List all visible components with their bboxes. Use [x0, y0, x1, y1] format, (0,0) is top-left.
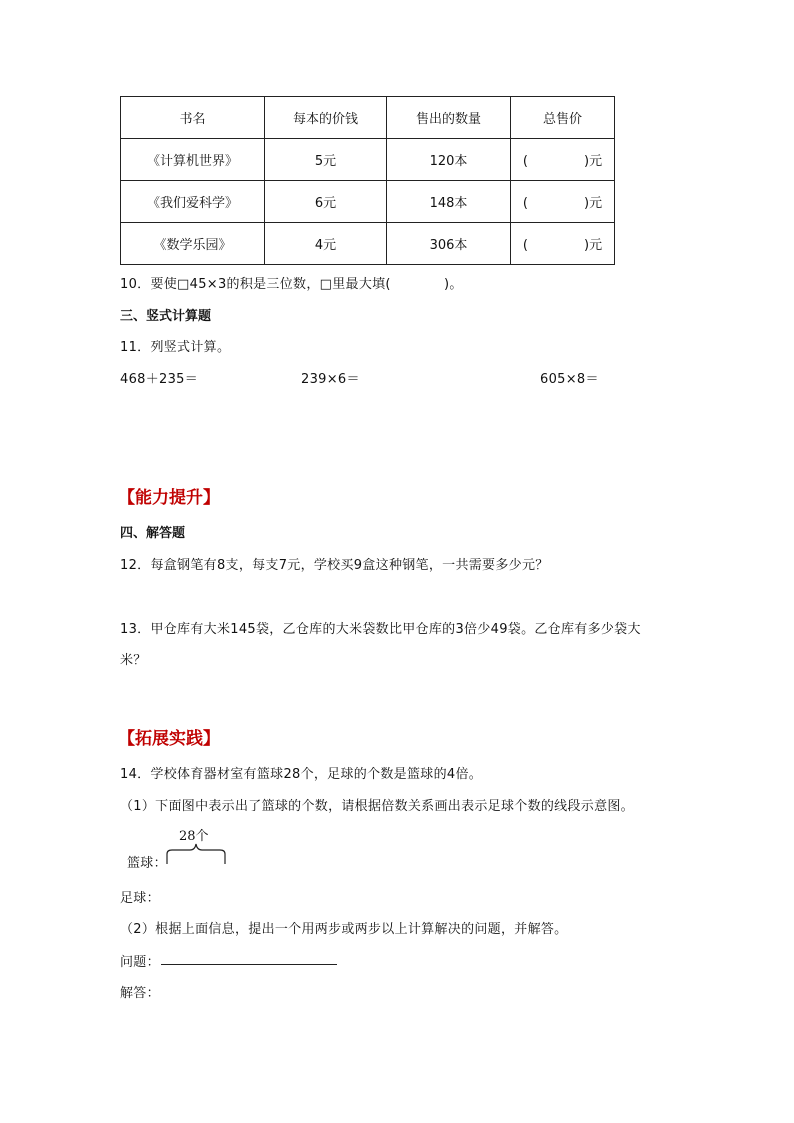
- header-total: 总售价: [511, 97, 615, 139]
- total-answer-cell[interactable]: [511, 139, 615, 181]
- extend-section-title: 【拓展实践】: [118, 729, 220, 749]
- answer-label: 解答：: [120, 986, 160, 1001]
- question-answer-line[interactable]: [161, 964, 337, 965]
- football-label: 足球：: [120, 891, 160, 906]
- calc-item-2: 239×6＝: [301, 372, 360, 387]
- calc-item-1: 468＋235＝: [120, 372, 199, 387]
- question-13-line-1: 13．甲仓库有大米145袋，乙仓库的大米袋数比甲仓库的3倍少49袋。乙仓库有多少袋大: [120, 622, 641, 637]
- table-row: [121, 223, 615, 265]
- price-cell: 6元: [265, 181, 387, 223]
- total-answer-cell[interactable]: [511, 181, 615, 223]
- section-3-title: 三、竖式计算题: [120, 309, 212, 324]
- total-answer-cell[interactable]: [511, 223, 615, 265]
- question-14-part-1: （1）下面图中表示出了篮球的个数，请根据倍数关系画出表示足球个数的线段示意图。: [120, 799, 634, 814]
- header-price: 每本的价钱: [265, 97, 387, 139]
- question-label: 问题：: [120, 955, 160, 970]
- ability-section-title: 【能力提升】: [118, 488, 220, 508]
- close-paren-unit: )元: [584, 238, 603, 253]
- quantity-cell: 148本: [387, 181, 511, 223]
- basketball-brace-diagram: [166, 842, 226, 866]
- quantity-cell: 120本: [387, 139, 511, 181]
- book-name-cell: 《计算机世界》: [121, 139, 265, 181]
- section-4-title: 四、解答题: [120, 526, 186, 541]
- brace-label: 28个: [179, 829, 209, 844]
- question-10: 10．要使□45×3的积是三位数，□里最大填( )。: [120, 277, 463, 292]
- open-paren: (: [522, 196, 528, 211]
- table-row: [121, 181, 615, 223]
- basketball-label: 篮球：: [127, 856, 167, 871]
- book-sales-table: [120, 96, 615, 265]
- question-13-line-2: 米？: [120, 653, 147, 668]
- quantity-cell: 306本: [387, 223, 511, 265]
- header-quantity: 售出的数量: [387, 97, 511, 139]
- close-paren-unit: )元: [584, 154, 603, 169]
- question-12: 12．每盒钢笔有8支，每支7元，学校买9盒这种钢笔，一共需要多少元？: [120, 558, 549, 573]
- book-name-cell: 《我们爱科学》: [121, 181, 265, 223]
- question-14: 14．学校体育器材室有篮球28个，足球的个数是篮球的4倍。: [120, 767, 483, 782]
- table-header-row: [121, 97, 615, 139]
- open-paren: (: [522, 154, 528, 169]
- table-row: [121, 139, 615, 181]
- question-11: 11．列竖式计算。: [120, 340, 231, 355]
- book-name-cell: 《数学乐园》: [121, 223, 265, 265]
- question-14-part-2: （2）根据上面信息，提出一个用两步或两步以上计算解决的问题，并解答。: [120, 922, 568, 937]
- header-book-name: 书名: [121, 97, 265, 139]
- open-paren: (: [522, 238, 528, 253]
- price-cell: 4元: [265, 223, 387, 265]
- close-paren-unit: )元: [584, 196, 603, 211]
- price-cell: 5元: [265, 139, 387, 181]
- calc-item-3: 605×8＝: [540, 372, 599, 387]
